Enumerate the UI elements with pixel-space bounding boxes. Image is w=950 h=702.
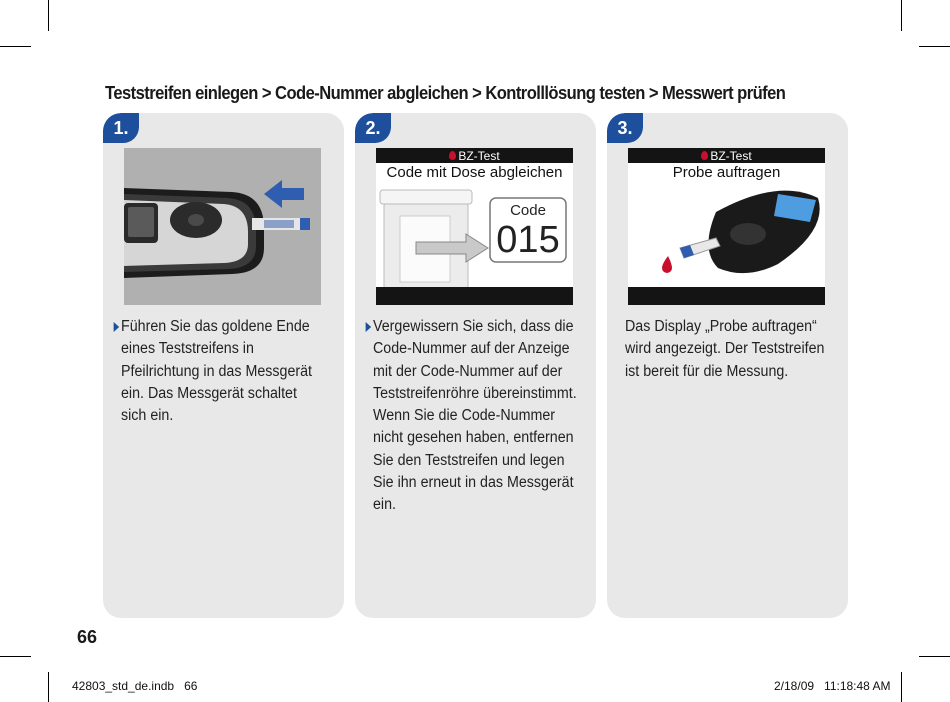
- page-number: 66: [77, 627, 98, 647]
- crop-mark: [919, 46, 950, 47]
- blood-drop-icon: [701, 151, 708, 160]
- step-card-1: [103, 113, 344, 618]
- step-number-badge: 3.: [607, 113, 643, 143]
- page-title: Teststreifen einlegen > Code-Nummer abgleichen > Kontrolllösung testen > Messwert prüfen: [105, 83, 786, 103]
- code-value: 015: [496, 219, 560, 261]
- display-subtitle: Code mit Dose abgleichen: [386, 164, 563, 181]
- display-header: BZ-Test: [376, 148, 573, 163]
- blood-drop-icon: [449, 151, 456, 160]
- meter-display-code: [376, 148, 573, 305]
- crop-mark: [901, 672, 902, 702]
- print-timestamp: 2/18/09 11:18:48 AM: [774, 679, 891, 693]
- step-3-instructions: Das Display „Probe auftragen“ wird angezeigt. Der Teststreifen ist bereit für die Messung.: [625, 318, 825, 380]
- crop-mark: [0, 656, 31, 657]
- print-file-info: 42803_std_de.indb 66: [72, 679, 198, 693]
- display-subtitle: Probe auftragen: [672, 164, 781, 181]
- crop-mark: [0, 46, 31, 47]
- display-footer-bar: [376, 287, 573, 305]
- crop-mark: [48, 0, 49, 31]
- step-card-2: [355, 113, 596, 618]
- code-label: Code: [510, 202, 546, 219]
- meter-display-apply-sample: [628, 148, 825, 305]
- step-number-badge: 1.: [103, 113, 139, 143]
- step-number-badge: 2.: [355, 113, 391, 143]
- step-2-instructions: Vergewissern Sie sich, dass die Code-Nummer auf der Anzeige mit der Code-Nummer auf der Teststreifenröhre übereinstimmt. Wenn Sie die Code-Nummer nicht gesehen haben, entfernen Sie den Teststreifen und legen Sie ihn erneut in das Messgerät ein.: [373, 316, 577, 517]
- crop-mark: [48, 672, 49, 702]
- display-footer-bar: [628, 287, 825, 305]
- display-header: BZ-Test: [628, 148, 825, 163]
- crop-mark: [901, 0, 902, 31]
- crop-mark: [919, 656, 950, 657]
- step-card-3: [607, 113, 848, 618]
- meter-with-blood-drop-illustration: [628, 184, 825, 289]
- meter-insert-strip-photo: [124, 148, 321, 305]
- step-1-instructions: Führen Sie das goldene Ende eines Teststreifens in Pfeilrichtung in das Messgerät ein. Das Messgerät schaltet sich ein.: [121, 316, 325, 427]
